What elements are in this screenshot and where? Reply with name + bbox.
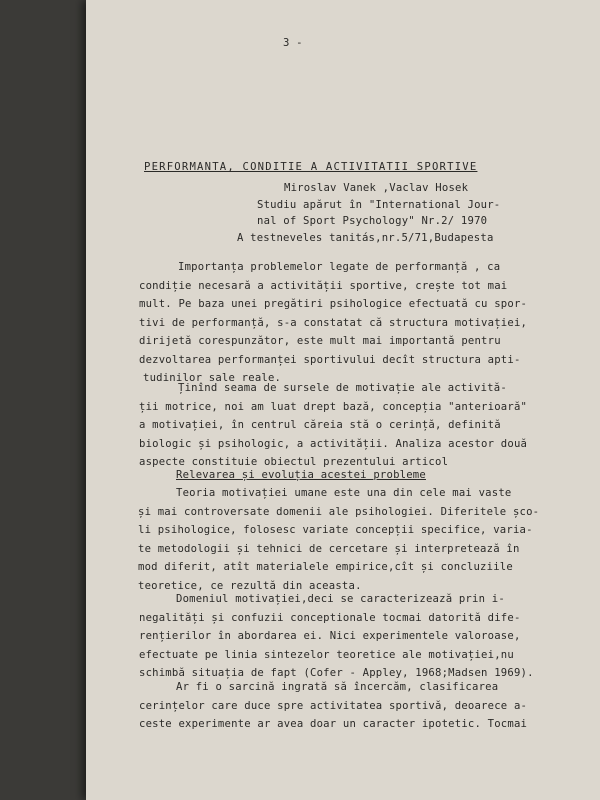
paragraph-line: dirijetă corespunzător, este mult mai importantă pentru bbox=[139, 335, 501, 347]
paragraph-line: dezvoltarea performanței sportivului decît structura apti- bbox=[139, 353, 521, 366]
paragraph-line: aspecte constituie obiectul prezentului articol bbox=[139, 456, 449, 468]
paragraph-line: negalități și confuzii conceptionale tocmai datorită dife- bbox=[139, 611, 521, 624]
paragraph-line: cerințelor care duce spre activitatea sportivă, deoarece a- bbox=[139, 699, 528, 712]
document-title: PERFORMANTA, CONDITIE A ACTIVITATII SPORTIVE bbox=[144, 161, 478, 173]
paragraph-line: li psihologice, folosesc variate concepții specifice, varia- bbox=[138, 524, 533, 536]
section-subheading: Relevarea și evoluția acestei probleme bbox=[176, 469, 426, 481]
paragraph-line: Importanța problemelor legate de performanță , ca bbox=[178, 261, 501, 273]
paragraph-line: biologic și psihologic, a activității. Analiza acestor două bbox=[139, 437, 528, 450]
paragraph-line: mult. Pe baza unei pregătiri psihologice efectuată cu spor- bbox=[139, 298, 528, 310]
paragraph-line: Ținînd seama de sursele de motivație ale activită- bbox=[178, 382, 507, 394]
paragraph-line: ții motrice, noi am luat drept bază, concepția "anterioară" bbox=[139, 400, 528, 413]
paragraph-line: ceste experimente ar avea doar un caracter ipotetic. Tocmai bbox=[139, 718, 528, 730]
byline-line: A testneveles tanitás,nr.5/71,Budapesta bbox=[237, 232, 494, 244]
paragraph-line: te metodologii și tehnici de cercetare și interpretează în bbox=[138, 542, 520, 555]
paragraph-line: condiție necesară a activității sportive, crește tot mai bbox=[139, 279, 508, 292]
paragraph-line: mod diferit, atît materialele empirice,cît și concluziile bbox=[138, 561, 513, 573]
page-number: 3 - bbox=[283, 37, 303, 49]
byline-line: Studiu apărut în "International Jour- bbox=[257, 199, 501, 211]
paragraph-line: efectuate pe linia sintezelor teoretice ale motivației,nu bbox=[139, 648, 514, 661]
paragraph-line: tudinilor sale reale. bbox=[143, 372, 282, 384]
paragraph-line: și mai controversate domenii ale psihologiei. Diferitele șco- bbox=[138, 505, 540, 518]
paragraph-line: Domeniul motivației,deci se caracterizează prin i- bbox=[176, 593, 505, 605]
paragraph-line: Teoria motivației umane este una din cele mai vaste bbox=[176, 487, 512, 499]
paragraph-line: rențierilor în abordarea ei. Nici experimentele valoroase, bbox=[139, 630, 521, 642]
byline-line: nal of Sport Psychology" Nr.2/ 1970 bbox=[257, 215, 488, 227]
paragraph-line: tivi de performanță, s-a constatat că structura motivației, bbox=[139, 316, 528, 329]
paragraph-line: teoretice, ce rezultă din aceasta. bbox=[138, 579, 362, 592]
paragraph-line: schimbă situația de fapt (Cofer - Appley, 1968;Madsen 1969). bbox=[139, 667, 534, 679]
document-page bbox=[86, 0, 600, 800]
byline-line: Miroslav Vanek ,Vaclav Hosek bbox=[284, 182, 469, 194]
paragraph-line: a motivației, în centrul căreia stă o cerință, definită bbox=[139, 419, 501, 431]
paragraph-line: Ar fi o sarcină ingrată să încercăm, clasificarea bbox=[176, 681, 499, 693]
